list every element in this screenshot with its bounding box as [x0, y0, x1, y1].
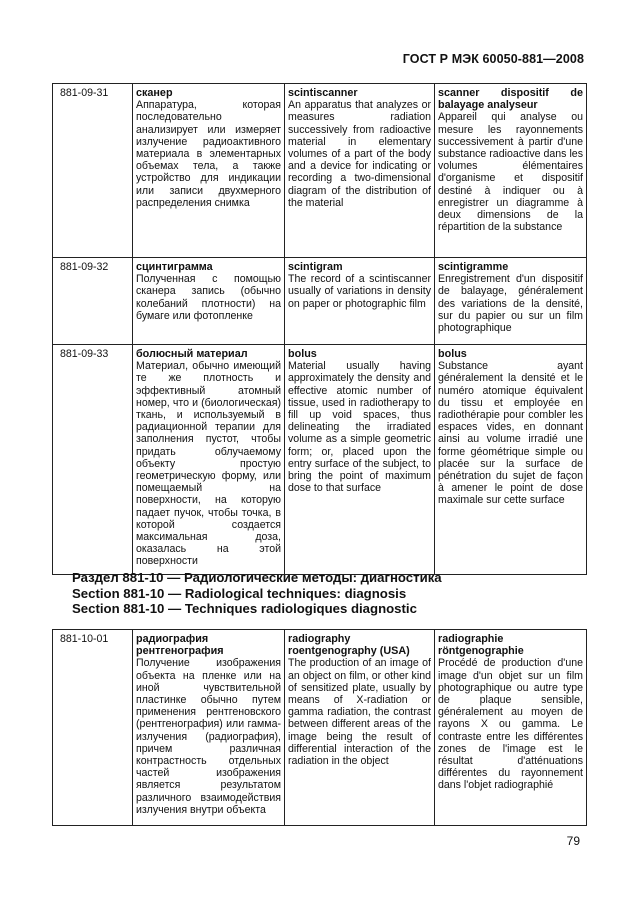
french-definition: Enregistrement d'un dispositif de balayage, généralement des variations de la densité, sur du papier ou sur un film photographique — [438, 273, 583, 335]
french-term: bolus — [438, 348, 467, 360]
english-term: radiography — [288, 633, 351, 645]
russian-term: болюсный материал — [136, 348, 248, 360]
section-headings — [72, 570, 442, 617]
english-cell — [285, 345, 435, 575]
english-cell — [285, 84, 435, 258]
russian-term: сканер — [136, 87, 173, 99]
french-cell — [435, 84, 587, 258]
french-cell — [435, 630, 587, 826]
english-cell — [285, 630, 435, 826]
french-cell — [435, 258, 587, 345]
russian-definition: Получение изображения объекта на пленке или на иной чувствительной пластинке обычно путем применения рентгеновского (рентгенография) или гамма-излучения (радиография), причем различная контрастность отдельных частей изображения является результатом различного взаимодействия излучения внутри объекта — [136, 657, 281, 816]
english-cell — [285, 258, 435, 345]
section-heading-ru: Раздел 881-10 — Радиологические методы: диагностика — [72, 570, 442, 585]
russian-definition: Полученная с помощью сканера запись (обычно колебаний плотности) на бумаге или фотопленке — [136, 273, 281, 322]
french-term: scintigramme — [438, 261, 509, 273]
english-definition: The production of an image of an object on film, or other kind of sensitized plate, usually by means of X-radiation or gamma radiation, the contrast between different areas of the image being the result of differential interaction of the radiation in the object — [288, 657, 431, 768]
english-definition: Material usually having approximately the density and effective atomic number of tissue, used in radiotherapy to fill up void spaces, thus delineating the irradiated volume as a simple geometric form; or, placed upon the entry surface of the subject, to bring the point of maximum dose to that surface — [288, 360, 431, 495]
english-term-synonym: roentgenography (USA) — [288, 645, 410, 658]
french-term: scanner dispositif de balayage analyseur — [438, 87, 583, 112]
russian-cell — [133, 84, 285, 258]
terms-table-bottom — [52, 629, 587, 826]
standard-header: ГОСТ Р МЭК 60050-881—2008 — [402, 52, 584, 66]
french-cell — [435, 345, 587, 575]
term-number: 881-09-32 — [53, 258, 133, 345]
french-definition: Substance ayant généralement la densité et le numéro atomique équivalent du tissu et employée en radiothérapie pour combler les espaces vides, en donnant ainsi au volume irradié une forme géométrique simple ou placée sur la surface de pénétration du sujet de façon à amener le point de dose maximale sur cette surface — [438, 360, 583, 507]
term-row — [53, 630, 587, 826]
russian-term: сцинтиграмма — [136, 261, 213, 273]
english-term: bolus — [288, 348, 317, 360]
term-row — [53, 84, 587, 258]
term-number: 881-09-31 — [53, 84, 133, 258]
english-definition: The record of a scintiscanner usually of variations in density on paper or photographic film — [288, 273, 431, 310]
term-number: 881-10-01 — [53, 630, 133, 826]
russian-definition: Аппаратура, которая последовательно анализирует или измеряет излучение радиоактивного материала в элементарных объемах тела, а также устройство для индикации или записи двухмерного распределения снимка — [136, 99, 281, 209]
russian-term: радиография — [136, 633, 209, 645]
french-definition: Appareil qui analyse ou mesure les rayonnements successivement à partir d'une substance radioactive dans les volumes élémentaires d'organisme et dispositif destiné à indiquer ou à enregistrer un diagramme à deux dimensions de la répartition de la substance — [438, 111, 583, 234]
terms-table-top — [52, 83, 587, 575]
term-row — [53, 258, 587, 345]
section-heading-en: Section 881-10 — Radiological techniques: diagnosis — [72, 585, 407, 601]
term-number: 881-09-33 — [53, 345, 133, 575]
section-heading-fr: Section 881-10 — Techniques radiologiques diagnostic — [72, 601, 417, 616]
french-definition: Procédé de production d'une image d'un objet sur un film photographique ou autre type de plaque sensible, généralement au moyen de rayons X ou gamma. Le contraste entre les différentes zones de l'image est le résultat d'atténuations différentes du rayonnement dans l'objet radiographié — [438, 657, 583, 792]
russian-cell — [133, 345, 285, 575]
russian-term-synonym: рентгенография — [136, 645, 224, 658]
english-term: scintigram — [288, 261, 343, 273]
english-definition: An apparatus that analyzes or measures radiation successively from radioactive material in elementary volumes of a part of the body and a device for indicating or recording a two-dimensional diagram of the distribution of the material — [288, 99, 431, 209]
russian-cell — [133, 258, 285, 345]
page-number: 79 — [566, 834, 580, 848]
russian-definition: Материал, обычно имеющий те же плотность и эффективный атомный номер, что и (биологическая) ткань, и используемый в радиационной терапии для заполнения пустот, чтобы придать облучаемому объекту простую геометрическую форму, или помещаемый на поверхности, на которую падает пучок, чтобы точка, в которой создается максимальная доза, оказалась на этой поверхности — [136, 360, 281, 568]
french-term: radiographie — [438, 633, 504, 645]
english-term: scintiscanner — [288, 87, 358, 99]
term-row — [53, 345, 587, 575]
french-term-synonym: röntgenographie — [438, 645, 524, 658]
russian-cell — [133, 630, 285, 826]
